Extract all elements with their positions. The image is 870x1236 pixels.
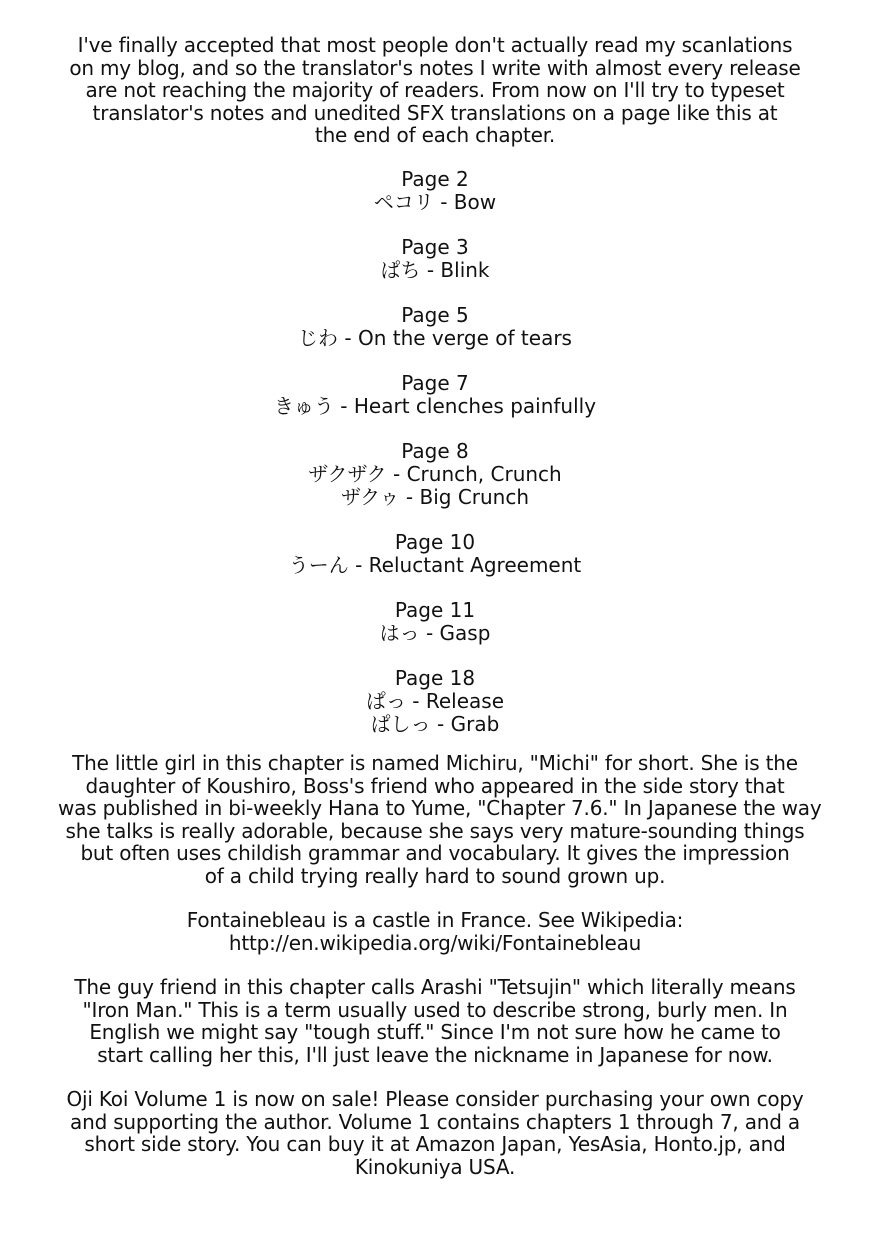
note-line: was published in bi-weekly Hana to Yume, "Chapter 7.6." In Japanese the way	[58, 796, 822, 820]
sfx-block-page-8	[185, 440, 685, 509]
note-line: short side story. You can buy it at Amazon Japan, YesAsia, Honto.jp, and	[84, 1132, 786, 1156]
sfx-block-page-10	[185, 531, 685, 577]
sfx-block-page-7	[185, 372, 685, 418]
note-line: daughter of Koushiro, Boss's friend who appeared in the side story that	[85, 773, 785, 798]
sfx-entry: ぱしっ - Grab	[370, 712, 500, 736]
intro-paragraph	[58, 34, 812, 147]
note-line: English we might say "tough stuff." Since I'm not sure how he came to	[89, 1020, 781, 1044]
note-line: she talks is really adorable, because she says very mature-sounding things	[65, 818, 805, 843]
sfx-entry: ペコリ - Bow	[373, 190, 497, 214]
note-volume-sale	[58, 1088, 812, 1178]
sfx-page-label: Page 3	[401, 235, 469, 259]
sfx-entry: ザクザク - Crunch, Crunch	[308, 462, 562, 486]
note-michiru	[58, 751, 822, 888]
sfx-entry: ぱち - Blink	[380, 258, 490, 282]
sfx-page-label: Page 11	[394, 598, 476, 622]
note-line: Fontainebleau is a castle in France. See Wikipedia:	[186, 908, 684, 932]
sfx-block-page-3	[185, 236, 685, 282]
intro-line: the end of each chapter.	[314, 123, 556, 147]
intro-line: translator's notes and unedited SFX translations on a page like this at	[92, 100, 778, 125]
note-fontainebleau	[58, 909, 812, 954]
note-line: start calling her this, I'll just leave the nickname in Japanese for now.	[97, 1042, 773, 1067]
sfx-page-label: Page 5	[401, 303, 469, 327]
sfx-translation-list	[185, 168, 685, 758]
sfx-page-label: Page 10	[394, 530, 476, 554]
sfx-entry: じわ - On the verge of tears	[298, 326, 572, 350]
sfx-block-page-5	[185, 304, 685, 350]
sfx-page-label: Page 2	[401, 167, 469, 191]
translator-notes	[58, 751, 822, 1200]
note-line: "Iron Man." This is a term usually used to describe strong, burly men. In	[82, 997, 788, 1022]
sfx-entry: うーん - Reluctant Agreement	[288, 553, 582, 577]
intro-line: I've finally accepted that most people don't actually read my scanlations	[77, 33, 793, 57]
intro-line: on my blog, and so the translator's notes I write with almost every release	[69, 55, 801, 80]
note-line: The guy friend in this chapter calls Arashi "Tetsujin" which literally means	[74, 975, 796, 999]
note-line: Oji Koi Volume 1 is now on sale! Please consider purchasing your own copy	[66, 1087, 804, 1111]
sfx-entry: ぱっ - Release	[365, 689, 505, 713]
sfx-entry: きゅう - Heart clenches painfully	[273, 394, 597, 418]
sfx-page-label: Page 7	[401, 371, 469, 395]
sfx-page-label: Page 18	[394, 666, 476, 690]
note-line: and supporting the author. Volume 1 contains chapters 1 through 7, and a	[70, 1109, 800, 1134]
note-tetsujin	[58, 976, 812, 1066]
sfx-entry: はっ - Gasp	[379, 621, 491, 645]
wikipedia-link-text: http://en.wikipedia.org/wiki/Fontainebleau	[228, 930, 642, 955]
sfx-entry: ザクゥ - Big Crunch	[340, 485, 530, 509]
note-line: The little girl in this chapter is named Michiru, "Michi" for short. She is the	[72, 751, 798, 775]
note-line: of a child trying really hard to sound grown up.	[204, 863, 666, 888]
intro-line: are not reaching the majority of readers. From now on I'll try to typeset	[85, 78, 785, 102]
sfx-block-page-18	[185, 667, 685, 736]
note-line: but often uses childish grammar and vocabulary. It gives the impression	[80, 841, 790, 865]
sfx-block-page-2	[185, 168, 685, 214]
sfx-page-label: Page 8	[401, 439, 469, 463]
sfx-block-page-11	[185, 599, 685, 645]
note-line: Kinokuniya USA.	[354, 1154, 516, 1179]
